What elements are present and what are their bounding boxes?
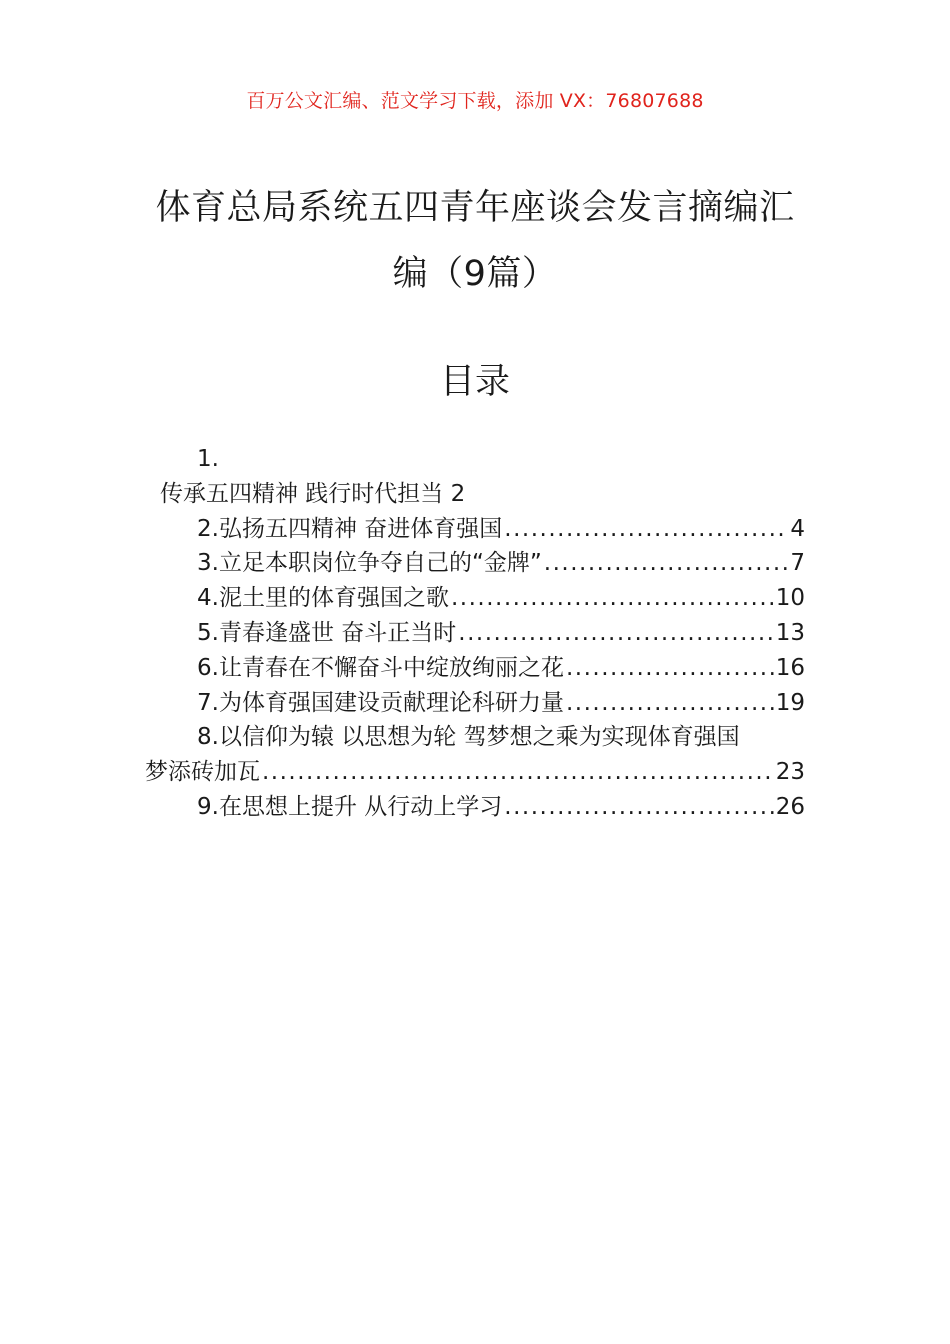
watermark-text: 百万公文汇编、范文学习下载，添加 VX：76807688 xyxy=(246,90,704,112)
toc-leader-dots xyxy=(566,686,774,721)
toc-leader-dots xyxy=(262,755,774,790)
toc-item-text: 4.泥土里的体育强国之歌 xyxy=(197,585,449,612)
toc-leader-dots xyxy=(504,790,773,825)
toc-item-1-text: 传承五四精神 践行时代担当 2 xyxy=(160,480,466,507)
toc-item-5[interactable] xyxy=(145,616,805,651)
toc-page-number: 7 xyxy=(790,550,805,577)
toc-page-number: 19 xyxy=(775,689,805,716)
toc-item-7[interactable] xyxy=(145,686,805,721)
toc-item-3[interactable] xyxy=(145,546,805,581)
toc-heading: 目录 xyxy=(439,362,510,402)
toc-leader-dots xyxy=(458,616,773,651)
toc-item-8-line-2[interactable] xyxy=(145,755,805,790)
toc-item-9[interactable] xyxy=(145,790,805,825)
toc-page-number: 16 xyxy=(775,654,805,681)
document-title-line-2: 编（9篇） xyxy=(392,254,558,294)
toc-page-number: 26 xyxy=(775,793,805,820)
toc-item-2[interactable] xyxy=(145,512,805,547)
toc-item-8-line-1[interactable] xyxy=(145,720,805,755)
toc-item-1-number-line[interactable] xyxy=(145,442,805,477)
toc-leader-dots xyxy=(544,546,789,581)
toc-item-text: 梦添砖加瓦 xyxy=(145,759,260,786)
toc-page-number: 4 xyxy=(790,515,805,542)
toc-item-text: 2.弘扬五四精神 奋进体育强国 xyxy=(197,515,503,542)
toc-item-text: 6.让青春在不懈奋斗中绽放绚丽之花 xyxy=(197,654,564,681)
toc-page-number: 10 xyxy=(775,585,805,612)
toc-leader-dots xyxy=(566,651,774,686)
toc-item-1-title-line[interactable] xyxy=(145,477,805,512)
toc-item-4[interactable] xyxy=(145,581,805,616)
table-of-contents xyxy=(145,442,805,825)
toc-page-number: 23 xyxy=(775,759,805,786)
toc-item-text: 5.青春逢盛世 奋斗正当时 xyxy=(197,619,457,646)
toc-item-text: 9.在思想上提升 从行动上学习 xyxy=(197,793,503,820)
toc-item-text: 8.以信仰为辕 以思想为轮 驾梦想之乘为实现体育强国 xyxy=(197,724,740,751)
toc-leader-dots xyxy=(504,512,788,547)
toc-item-text: 3.立足本职岗位争夺自己的“金牌” xyxy=(197,550,542,577)
document-title-line-1: 体育总局系统五四青年座谈会发言摘编汇 xyxy=(155,188,795,228)
toc-item-text: 7.为体育强国建设贡献理论科研力量 xyxy=(197,689,564,716)
toc-item-6[interactable] xyxy=(145,651,805,686)
toc-page-number: 13 xyxy=(775,619,805,646)
toc-leader-dots xyxy=(451,581,774,616)
toc-item-1-number: 1. xyxy=(197,446,219,472)
